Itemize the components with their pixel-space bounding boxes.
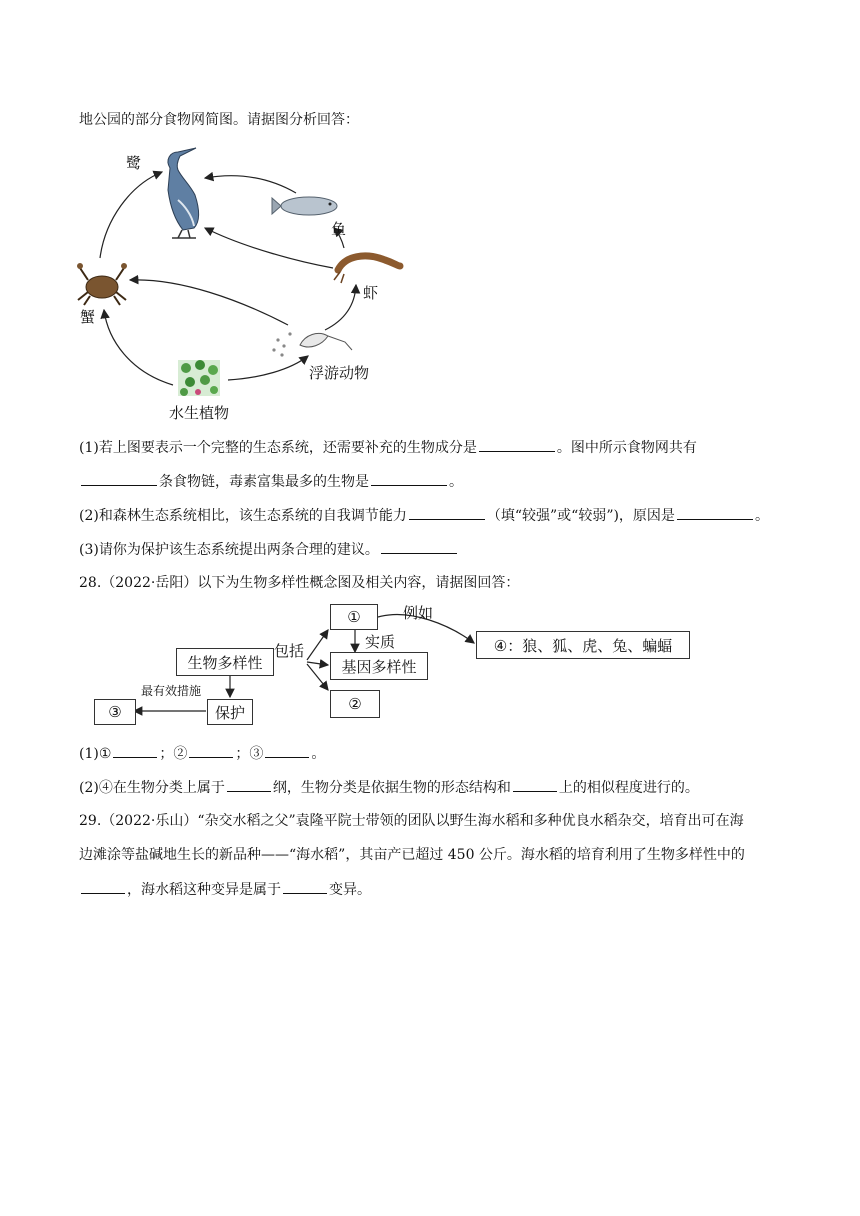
- node-2: ②: [330, 690, 380, 718]
- q28-part1: (1)① ；② ；③ 。: [79, 743, 325, 764]
- answer-blank[interactable]: [283, 879, 327, 894]
- label-example: 例如: [403, 604, 434, 622]
- node-1: ①: [330, 604, 378, 630]
- label-plant: 水生植物: [169, 404, 230, 422]
- label-most-effective: 最有效措施: [141, 684, 202, 698]
- q27-part2: (2)和森林生态系统相比，该生态系统的自我调节能力 （填“较强”或“较弱”)，原因是 。: [79, 505, 769, 526]
- label-crab: 蟹: [80, 308, 96, 326]
- q27-part1-line1: (1)若上图要表示一个完整的生态系统，还需要补充的生物成分是 。图中所示食物网共有: [79, 437, 697, 458]
- q29-line1: 29.（2022·乐山）“杂交水稻之父”袁隆平院士带领的团队以野生海水稻和多种优良水稻杂交，培育出可在海: [79, 813, 744, 829]
- label-zooplankton: 浮游动物: [309, 364, 370, 382]
- q28-stem: 28.（2022·岳阳）以下为生物多样性概念图及相关内容，请据图回答：: [79, 575, 520, 591]
- answer-blank[interactable]: [189, 743, 233, 758]
- label-heron: 鹭: [126, 154, 142, 172]
- answer-blank[interactable]: [113, 743, 157, 758]
- answer-blank[interactable]: [265, 743, 309, 758]
- answer-blank[interactable]: [81, 879, 125, 894]
- label-include: 包括: [274, 642, 305, 660]
- node-gene-diversity: 基因多样性: [330, 652, 428, 680]
- node-3: ③: [94, 699, 136, 725]
- answer-blank[interactable]: [513, 777, 557, 792]
- node-protect: 保护: [207, 699, 253, 725]
- node-biodiversity: 生物多样性: [176, 648, 274, 676]
- q27-part1-line2: 条食物链，毒素富集最多的生物是 。: [79, 471, 463, 492]
- intro-text: 地公园的部分食物网简图。请据图分析回答：: [79, 112, 359, 128]
- label-fish: 鱼: [331, 220, 347, 238]
- q29-line2: 边滩涂等盐碱地生长的新品种——“海水稻”，其亩产已超过 450 公斤。海水稻的培育利用了生物多样性中的: [79, 847, 745, 863]
- q29-line3: ，海水稻这种变异是属于 变异。: [79, 879, 371, 900]
- answer-blank[interactable]: [227, 777, 271, 792]
- label-shrimp: 虾: [363, 284, 379, 302]
- node-4-examples: ④：狼、狐、虎、兔、蝙蝠: [476, 631, 690, 659]
- q28-part2: (2)④在生物分类上属于 纲，生物分类是依据生物的形态结构和 上的相似程度进行的。: [79, 777, 699, 798]
- q27-part3: (3)请你为保护该生态系统提出两条合理的建议。: [79, 539, 459, 560]
- label-essence: 实质: [365, 633, 396, 651]
